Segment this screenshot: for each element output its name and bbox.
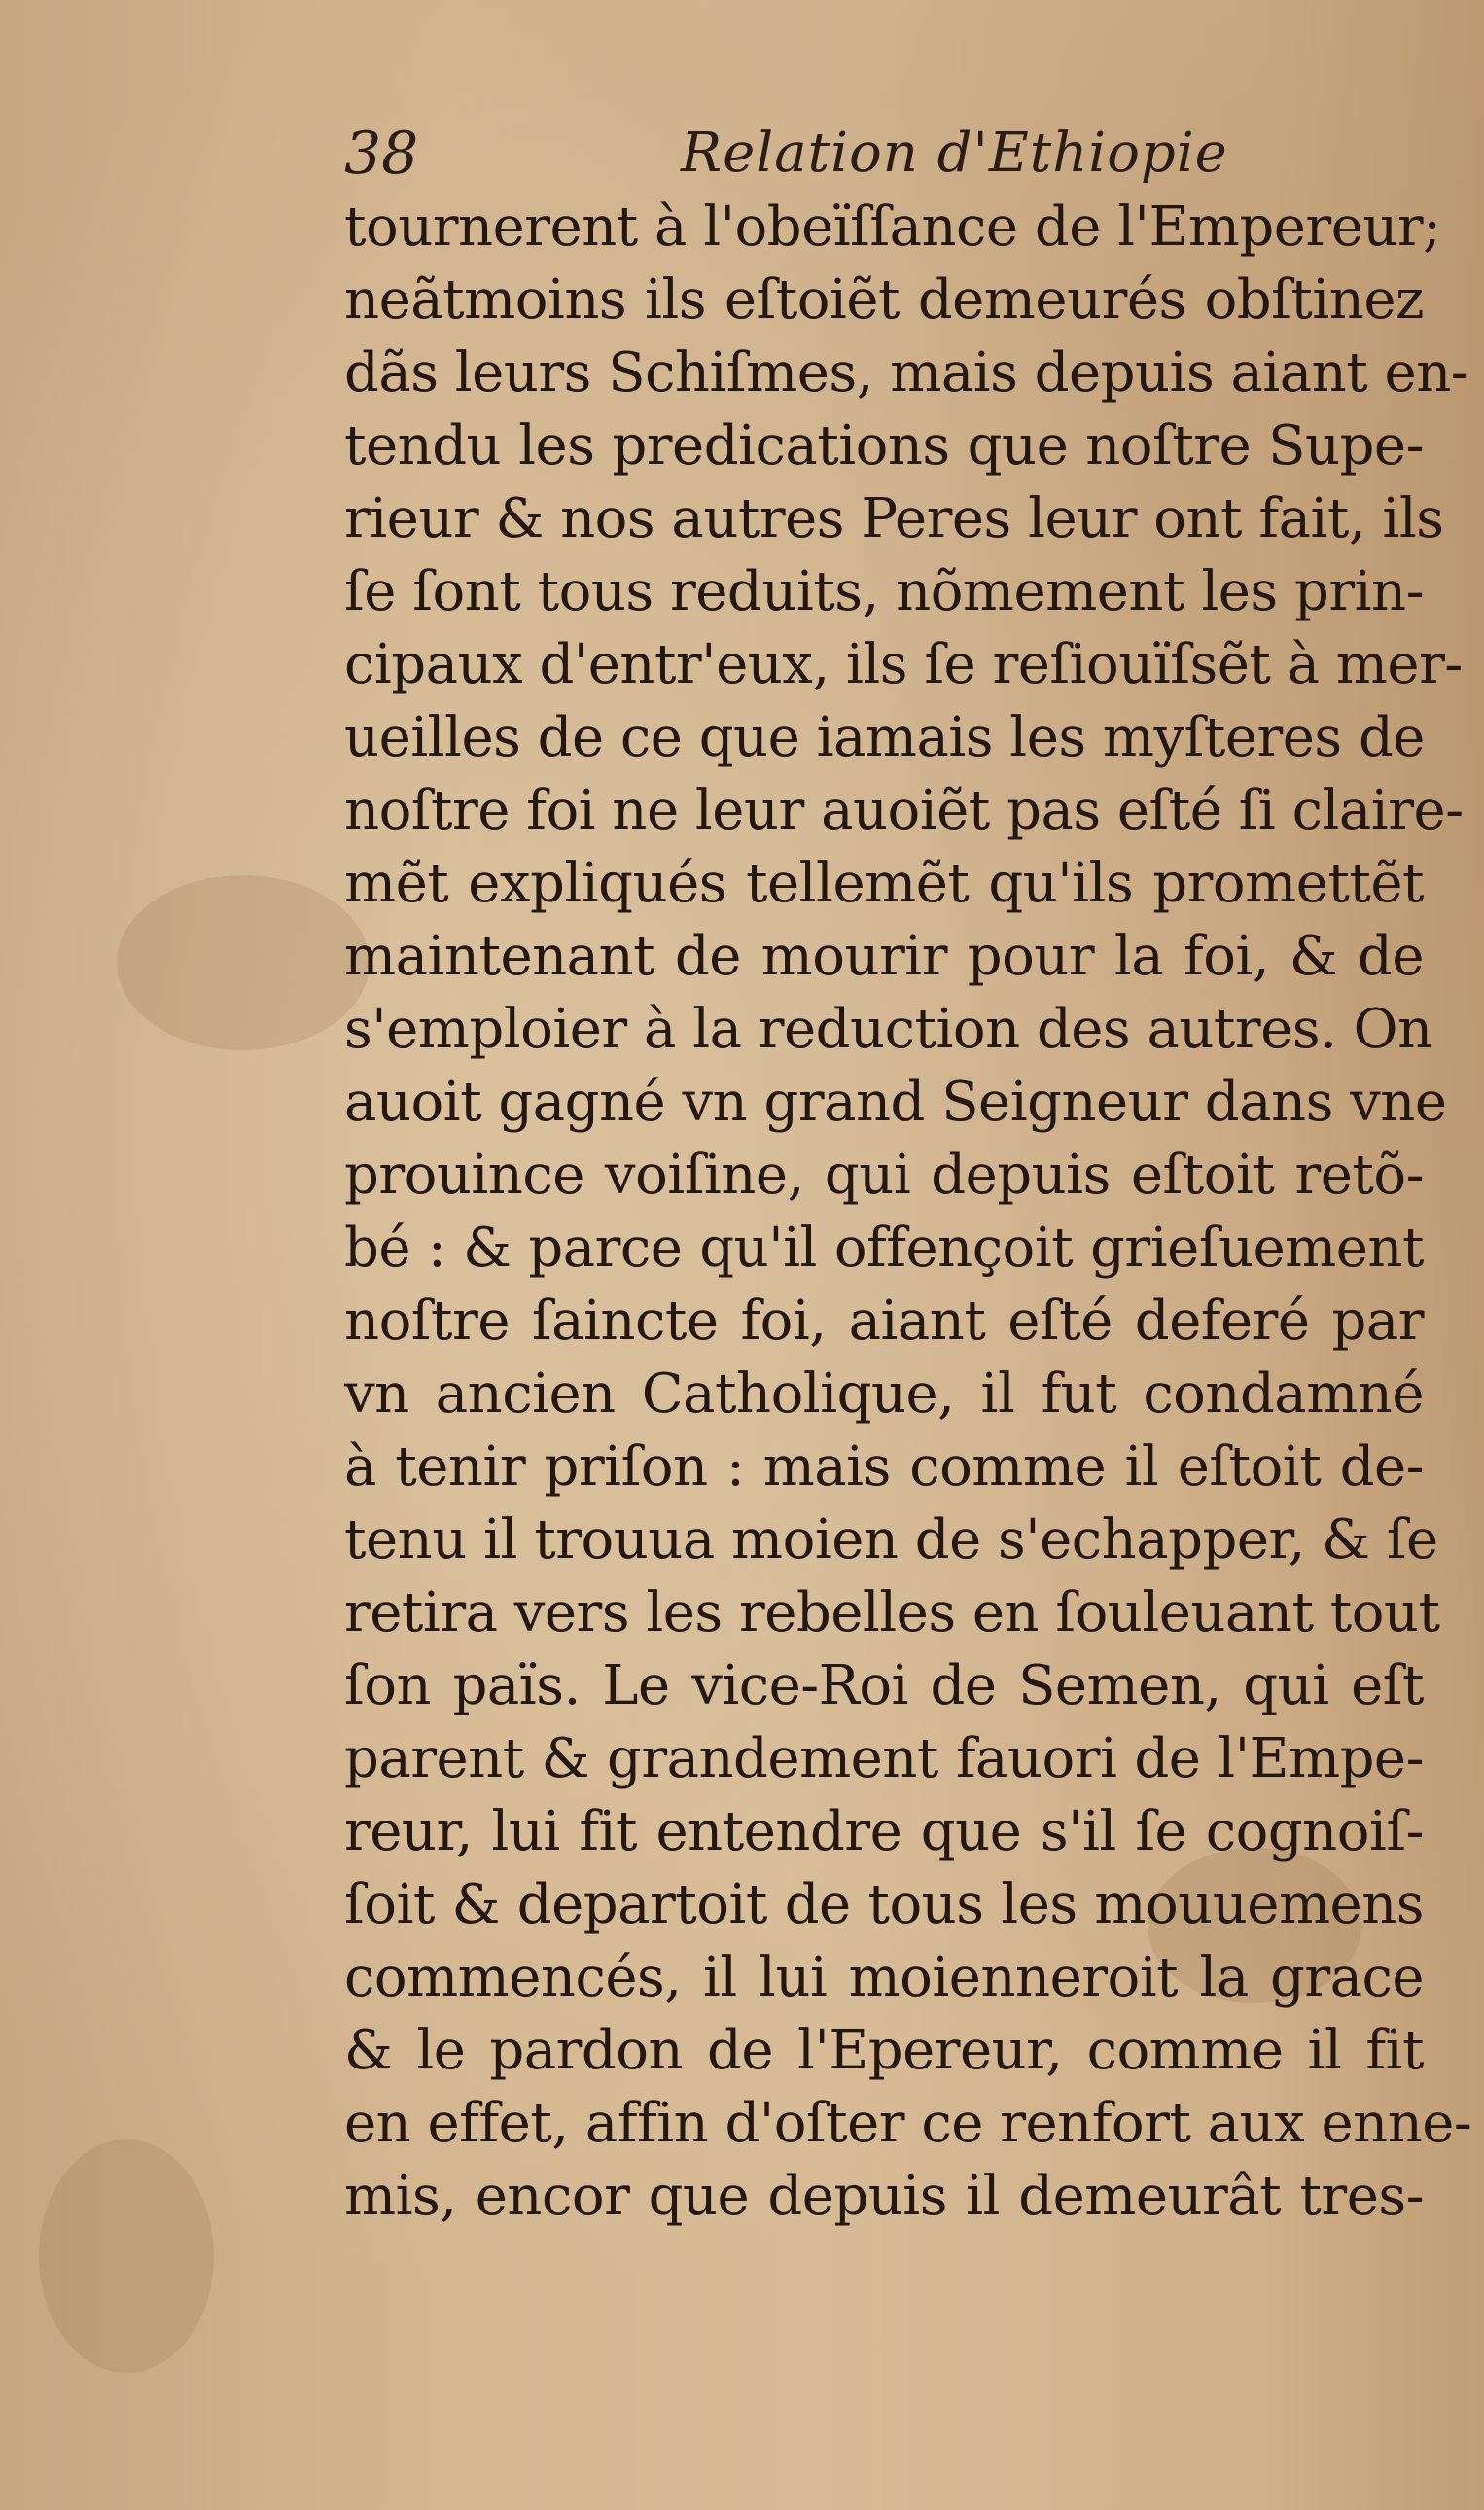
text-line: ſe ſont tous reduits, nõmement les prin- (344, 560, 1424, 623)
text-line: rieur & nos autres Peres leur ont fait, ils (344, 487, 1444, 550)
text-line: tendu les predications que noſtre Supe- (344, 414, 1424, 477)
text-line: mẽt expliqués tellemẽt qu'ils promettẽt (344, 852, 1424, 915)
body-text (344, 191, 1472, 2233)
running-title: Relation d'Ethiopie (681, 122, 1228, 185)
text-line: dãs leurs Schiſmes, mais depuis aiant en- (344, 341, 1469, 405)
text-line: tenu il trouua moien de s'echapper, & ſe (344, 1508, 1438, 1572)
text-line: en effet, affin d'oſter ce renfort aux enne- (344, 2092, 1472, 2155)
text-line: s'emploier à la reduction des autres. On (344, 998, 1432, 1061)
page-header (344, 115, 1424, 193)
text-line: tournerent à l'obeïſſance de l'Empereur; (344, 195, 1441, 259)
text-line: cipaux d'entr'eux, ils ſe reſiouïſsẽt à mer- (344, 633, 1463, 696)
text-line: bé : & parce qu'il offençoit grieſuement (344, 1217, 1424, 1280)
text-line: retira vers les rebelles en ſouleuant tout (344, 1581, 1440, 1644)
text-line: reur, lui fit entendre que s'il ſe cognoiſ- (344, 1800, 1424, 1863)
text-line: noſtre ſaincte foi, aiant eſté deferé par (344, 1290, 1424, 1353)
text-line: maintenant de mourir pour la foi, & de (344, 925, 1424, 988)
text-line: noſtre foi ne leur auoiẽt pas eſté ſi claire- (344, 779, 1464, 842)
text-line: ſon païs. Le vice-Roi de Semen, qui eſt (344, 1654, 1424, 1717)
text-line: parent & grandement fauori de l'Empe- (344, 1727, 1424, 1790)
text-line: auoit gagné vn grand Seigneur dans vne (344, 1071, 1447, 1134)
text-line: prouince voiſine, qui depuis eſtoit retõ- (344, 1144, 1424, 1207)
text-line: neãtmoins ils eſtoiẽt demeurés obſtinez (344, 268, 1424, 332)
text-line: ueilles de ce que iamais les myſteres de (344, 706, 1425, 769)
text-line: & le pardon de l'Epereur, comme il fit (344, 2019, 1424, 2082)
text-line: commencés, il lui moienneroit la grace (344, 1946, 1424, 2009)
page-number: 38 (344, 120, 419, 188)
text-line: vn ancien Catholique, il fut condamné (344, 1362, 1424, 1426)
text-line: ſoit & departoit de tous les mouuemens (344, 1873, 1424, 1936)
paper-stain (39, 2139, 214, 2373)
text-line: à tenir priſon : mais comme il eſtoit de- (344, 1435, 1424, 1499)
paper-stain (117, 875, 370, 1050)
text-line: mis, encor que depuis il demeurât tres- (344, 2165, 1424, 2228)
